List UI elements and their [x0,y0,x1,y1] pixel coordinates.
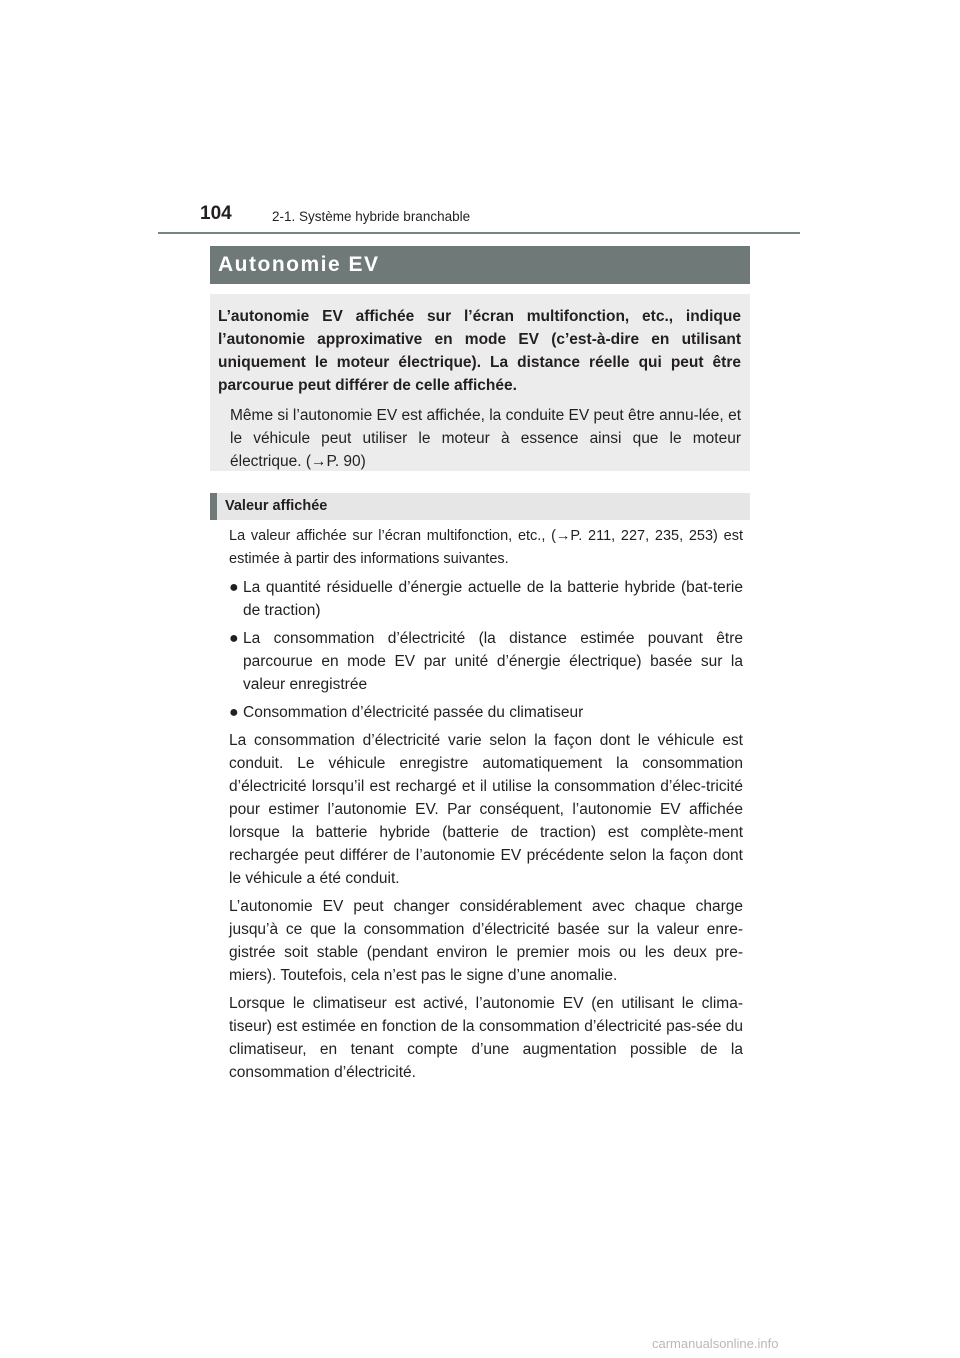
body-paragraph: Lorsque le climatiseur est activé, l’autonomie EV (en utilisant le clima-tiseur) est estimée en fonction de la consommation d’électricité pas-sée du climatiseur, en tenant compte d’une augmentation possible de la consommation d’électricité. [229,995,743,1081]
intro-summary: L’autonomie EV affichée sur l’écran multifonction, etc., indique l’autonomie approximative en mode EV (c’est-à-dire en utilisant uniquement le moteur électrique). La distance réelle qui peut être parcourue peut différer de celle affichée. [218,308,741,394]
bullet-icon: ● [229,704,239,721]
bullet-icon: ● [229,579,239,596]
list-item [229,627,743,696]
list-item-text: Consommation d’électricité passée du climatiseur [243,704,584,721]
list-item [229,701,743,724]
page-title: Autonomie EV [210,246,750,284]
body-paragraph: L’autonomie EV peut changer considérablement avec chaque charge jusqu’à ce que la consommation d’électricité basée sur la valeur enre-gistrée soit stable (pendant environ le premier mois ou les deux pre-miers). Toutefois, cela n’est pas le signe d’une anomalie. [229,898,743,984]
header-divider [158,232,800,234]
watermark: carmanualsonline.info [652,1336,779,1351]
page-number: 104 [200,203,232,224]
list-item-text: La quantité résiduelle d’énergie actuelle de la batterie hybride (bat-terie de traction) [243,579,743,619]
list-item-text: La consommation d’électricité (la distance estimée pouvant être parcourue en mode EV par unité d’énergie électrique) basée sur la valeur enregistrée [243,630,743,693]
lead-paragraph: La valeur affichée sur l’écran multifonction, etc., (→P. 211, 227, 235, 253) est estimée à partir des informations suivantes. [229,528,743,567]
subsection-body [229,525,743,1089]
list-item [229,576,743,622]
page-header [158,200,800,234]
intro-box [210,294,750,471]
bullet-icon: ● [229,630,239,647]
intro-note: Même si l’autonomie EV est affichée, la conduite EV peut être annu-lée, et le véhicule peut utiliser le moteur à essence ainsi que le moteur électrique. (→P. 90) [230,407,741,470]
section-title: 2-1. Système hybride branchable [272,209,471,224]
body-paragraph: La consommation d’électricité varie selon la façon dont le véhicule est conduit. Le véhicule enregistre automatiquement la consommation d’électricité lorsqu’il est rechargé et il utilise la consommation d’élec-tricité pour estimer l’autonomie EV. Par conséquent, l’autonomie EV affichée lorsque la batterie hybride (batterie de traction) est complète-ment rechargée peut différer de l’autonomie EV précédente selon la façon dont le véhicule a été conduit. [229,732,743,887]
subsection-title: Valeur affichée [210,493,750,520]
